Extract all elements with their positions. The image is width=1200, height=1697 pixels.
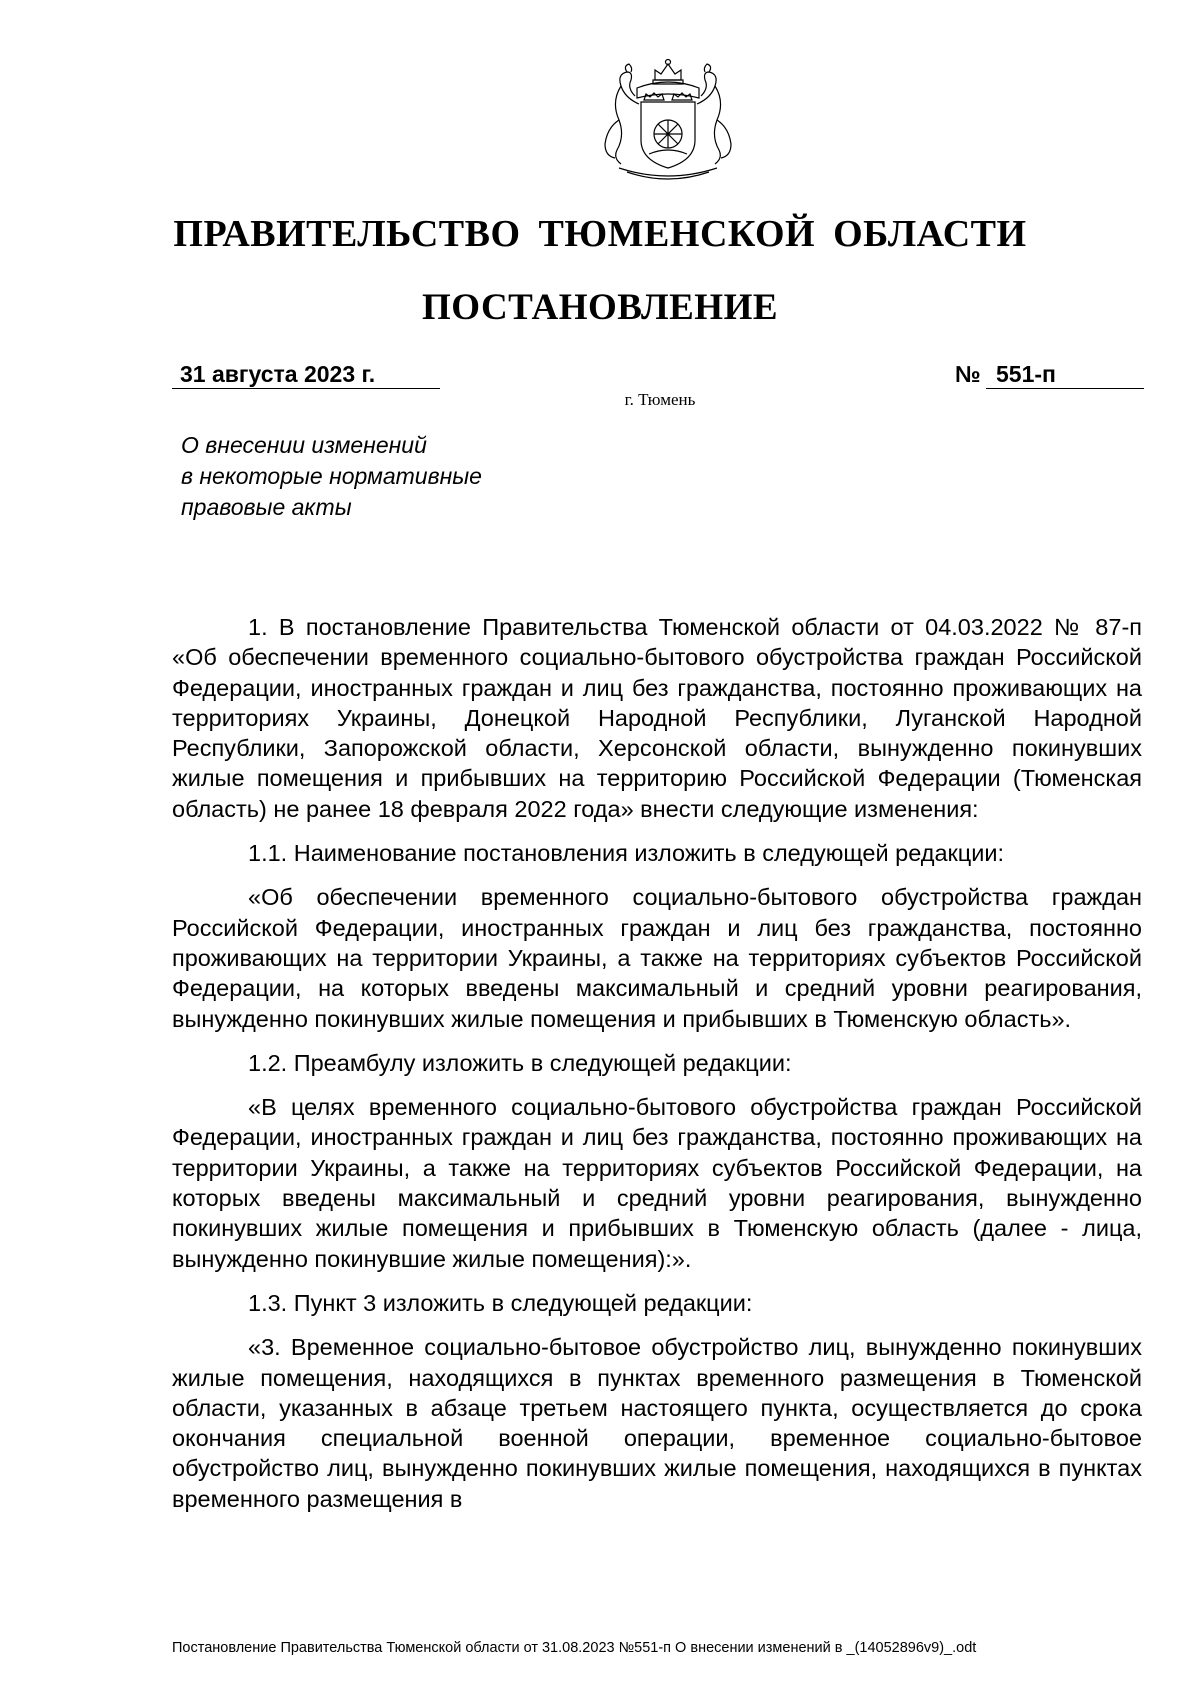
document-body xyxy=(172,612,1142,1528)
document-number: 551-п xyxy=(986,360,1144,389)
subject-line: О внесении изменений xyxy=(181,432,427,458)
number-label: № xyxy=(955,361,981,387)
body-paragraph: 1.2. Преамбулу изложить в следующей редакции: xyxy=(248,1049,792,1076)
body-paragraph: 1.3. Пункт 3 изложить в следующей редакции: xyxy=(248,1289,753,1316)
subject-line: правовые акты xyxy=(181,494,352,520)
city: г. Тюмень xyxy=(624,390,696,409)
document-date: 31 августа 2023 г. xyxy=(172,360,440,389)
page-footer: Постановление Правительства Тюменской области от 31.08.2023 №551-п О внесении изменений в _(14052896v9)_.odt xyxy=(172,1640,977,1656)
document-subject xyxy=(181,430,482,523)
body-paragraph: 1. В постановление Правительства Тюменской области от 04.03.2022 № 87-п «Об обеспечении временного социально-бытового обустройства граждан Российской Федерации, иностранных граждан и лиц без гражданства, постоянно проживающих на территориях Украины, Донецкой Народной Республики, Луганской Народной Республики, Запорожской области, Херсонской области, вынужденно покинувших жилые помещения и прибывших на территорию Российской Федерации (Тюменская область) не ранее 18 февраля 2022 года» внести следующие изменения: xyxy=(172,614,1142,822)
body-paragraph: «В целях временного социально-бытового обустройства граждан Российской Федерации, иностранных граждан и лиц без гражданства, постоянно проживающих на территории Украины, а также на территориях субъектов Российской Федерации, на которых введены максимальный и средний уровни реагирования, вынужденно покинувших жилые помещения и прибывших в Тюменскую область (далее - лица, вынужденно покинувшие жилые помещения):». xyxy=(172,1094,1142,1272)
organization-title: ПРАВИТЕЛЬСТВО ТЮМЕНСКОЙ ОБЛАСТИ xyxy=(173,213,1027,255)
subject-line: в некоторые нормативные xyxy=(181,463,482,489)
document-type: ПОСТАНОВЛЕНИЕ xyxy=(421,287,779,328)
body-paragraph: «3. Временное социально-бытовое обустройство лиц, вынужденно покинувших жилые помещения, находящихся в пунктах временного размещения в Тюменской области, указанных в абзаце третьем настоящего пункта, осуществляется до срока окончания специальной военной операции, временное социально-бытовое обустройство лиц, вынужденно покинувших жилые помещения, находящихся в пунктах временного размещения в xyxy=(172,1334,1142,1512)
body-paragraph: 1.1. Наименование постановления изложить в следующей редакции: xyxy=(248,840,1005,867)
body-paragraph: «Об обеспечении временного социально-бытового обустройства граждан Российской Федерации, иностранных граждан и лиц без гражданства, постоянно проживающих на территории Украины, а также на территориях субъектов Российской Федерации, на которых введены максимальный и средний уровни реагирования, вынужденно покинувших жилые помещения и прибывших в Тюменскую область». xyxy=(172,884,1142,1032)
coat-of-arms-emblem xyxy=(597,58,739,186)
